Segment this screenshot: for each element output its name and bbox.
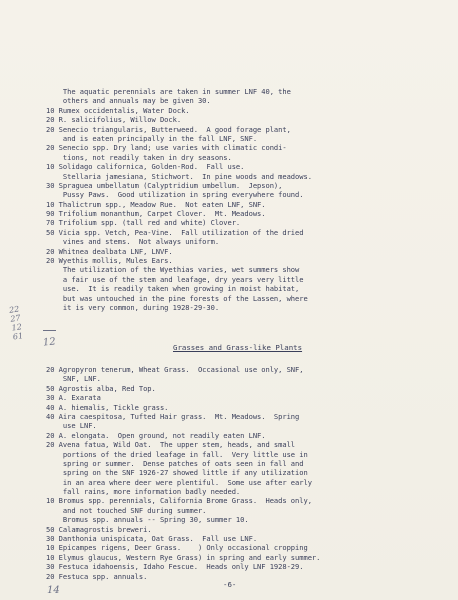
handwritten-note: 61 <box>12 331 24 342</box>
text-line: vines and stems. Not always uniform. <box>46 237 220 247</box>
handwritten-note: 22 <box>8 304 20 315</box>
text-line: 50 Calamagrostis breweri. <box>46 524 152 534</box>
text-line: 10 Bromus spp. perennials, California Brome Grass. Heads only, <box>46 496 312 506</box>
text-line: 20 R. salicifolius, Willow Dock. <box>46 115 182 125</box>
handwritten-note: 27 <box>9 313 22 324</box>
text-line: 50 Agrostis alba, Red Top. <box>46 383 156 393</box>
text-line: 20 Agropyron tenerum, Wheat Grass. Occasional use only, SNF, <box>46 365 304 374</box>
text-line: The utilization of the Wyethias varies, wet summers show <box>46 265 300 275</box>
page-number: -6- <box>223 580 237 589</box>
text-line: spring on the SNF 1926-27 showed little if any utilization <box>46 468 308 478</box>
text-line: it is very common, during 1928-29-30. <box>46 302 220 312</box>
text-line: 40 Aira caespitosa, Tufted Hair grass. Mt. Meadows. Spring <box>46 411 300 421</box>
text-line: Pussy Paws. Good utilization in spring everywhere found. <box>46 190 304 200</box>
text-line: 20 Wyethis mollis, Mules Ears. <box>46 256 173 266</box>
text-line: Bromus spp. annuals -- Spring 30, summer 10. <box>46 515 249 525</box>
document-body <box>46 87 451 312</box>
text-line: 10 Solidago californica, Golden-Rod. Fall use. <box>46 162 245 172</box>
text-line: use LNF. <box>46 421 97 431</box>
handwritten-margin-notes <box>9 304 24 341</box>
text-line: 20 Whitnea dealbata LNF, LNVF. <box>46 246 173 256</box>
document-body-grasses <box>46 365 451 581</box>
text-line: 20 Festuca spp. annuals. <box>46 571 148 581</box>
text-line: 30 Festuca idahoensis, Idaho Fescue. Heads only LNF 1928-29. <box>46 562 304 572</box>
text-line: but was untouched in the pine forests of the Lassen, where <box>46 293 308 303</box>
text-line: others and annuals may be given 30. <box>46 96 211 106</box>
text-line: 20 Senecio spp. Dry land; use varies with climatic condi- <box>46 143 287 153</box>
text-line: fall rains, more information badly needed. <box>46 487 241 497</box>
text-line: SNF, LNF. <box>46 374 101 384</box>
section-heading: Grasses and Grass-like Plants <box>173 343 303 352</box>
text-line: use. It is readily taken when growing in moist habitat, <box>46 284 300 294</box>
text-line: in an area where deer were plentiful. Some use after early <box>46 477 312 487</box>
text-line: Stellaria jamesiana, Stichwort. In pine woods and meadows. <box>46 171 312 181</box>
text-line: 50 Vicia spp. Vetch, Pea-Vine. Fall utilization of the dried <box>46 227 304 237</box>
text-line: 10 Elymus glaucus, Western Rye Grass) in spring and early summer. <box>46 552 321 562</box>
handwritten-note: 12 <box>11 322 23 333</box>
text-line: 30 A. Exarata <box>46 393 101 403</box>
text-line: 90 Trifolium monanthum, Carpet Clover. Mt. Meadows. <box>46 209 266 219</box>
text-line: and not touched SNF during summer. <box>46 505 207 515</box>
text-line: 70 Trifolium spp. (tall red and white) Clover. <box>46 218 241 228</box>
text-line: and is eaten principally in the fall LNF, SNF. <box>46 133 258 143</box>
handwritten-mark: 12 <box>42 336 57 349</box>
text-line: 10 Thalictrum spp., Meadow Rue. Not eaten LNF, SNF. <box>46 199 266 209</box>
text-line: portions of the dried leafage in fall. Very little use in <box>46 449 308 459</box>
text-line: 30 Spraguea umbellatum (Calyptridium umbellum. Jepson), <box>46 180 283 190</box>
text-line: 30 Danthonia unispicata, Oat Grass. Fall use LNF. <box>46 534 258 544</box>
text-line: The aquatic perennials are taken in summer LNF 40, the <box>46 87 291 96</box>
text-line: 20 Avena fatua, Wild Oat. The upper stem, heads, and small <box>46 440 296 450</box>
text-line: 40 A. hiemalis, Tickle grass. <box>46 402 169 412</box>
text-line: 10 Rumex occidentalis, Water Dock. <box>46 105 190 115</box>
handwritten-page-note: 14 <box>47 585 60 596</box>
handwritten-dash <box>43 330 56 331</box>
text-line: 10 Epicampes rigens, Deer Grass. ) Only occasional cropping <box>46 543 308 553</box>
text-line: spring or summer. Dense patches of oats seen in fall and <box>46 458 304 468</box>
text-line: a fair use of the stem and leafage, dry years very little <box>46 274 304 284</box>
text-line: 20 Senecio triangularis, Butterweed. A good forage plant, <box>46 124 291 134</box>
text-line: tions, not readily taken in dry seasons. <box>46 152 232 162</box>
text-line: 20 A. elongata. Open ground, not readily eaten LNF. <box>46 430 266 440</box>
